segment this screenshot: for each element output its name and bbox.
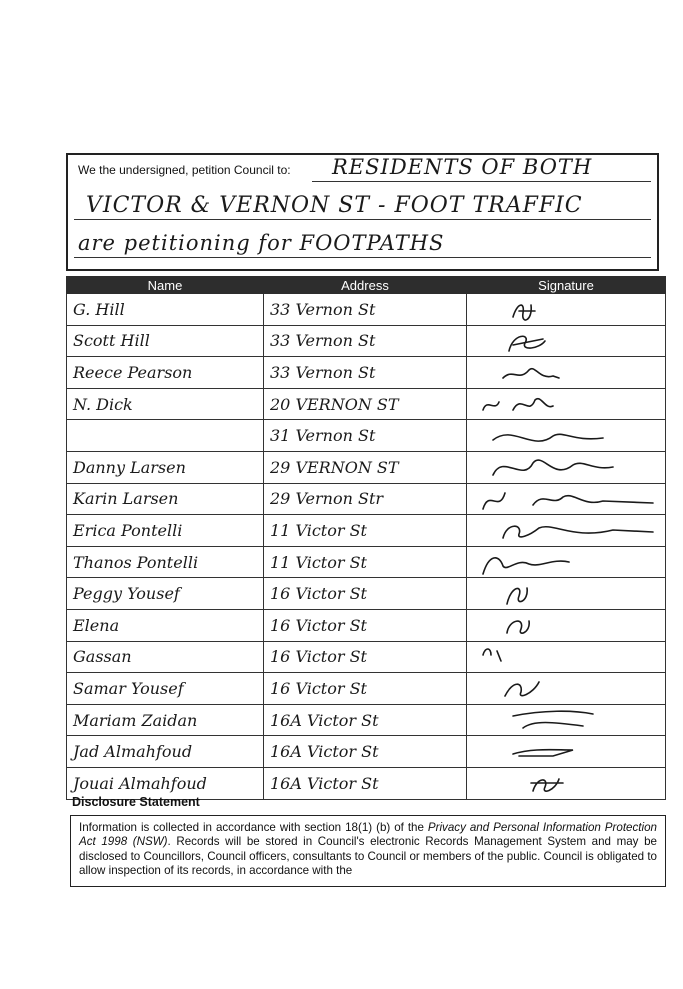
table-row (67, 609, 666, 641)
signer-signature (467, 673, 666, 705)
signature-scribble (473, 295, 659, 323)
signature-scribble (473, 485, 659, 513)
signature-scribble (473, 327, 659, 355)
signature-scribble (473, 516, 659, 544)
signature-scribble (473, 706, 659, 734)
table-row (67, 451, 666, 483)
table-row (67, 515, 666, 547)
signer-address: 16A Victor St (264, 736, 467, 768)
signer-name: Jad Almahfoud (67, 736, 264, 768)
purpose-rule-3 (74, 257, 651, 258)
signer-name: Danny Larsen (67, 451, 264, 483)
signer-signature (467, 515, 666, 547)
signer-signature (467, 736, 666, 768)
signer-signature (467, 388, 666, 420)
signature-rows (67, 294, 666, 800)
signature-scribble (473, 358, 659, 386)
signer-signature (467, 357, 666, 389)
signer-address: 33 Vernon St (264, 357, 467, 389)
signer-name: G. Hill (67, 294, 264, 326)
signer-address: 16 Victor St (264, 609, 467, 641)
signer-signature (467, 609, 666, 641)
signature-scribble (473, 674, 659, 702)
signer-address: 33 Vernon St (264, 325, 467, 357)
table-row (67, 294, 666, 326)
signature-scribble (473, 580, 659, 608)
signature-scribble (473, 738, 659, 766)
signer-address: 16 Victor St (264, 578, 467, 610)
table-row (67, 483, 666, 515)
signer-address: 29 VERNON ST (264, 451, 467, 483)
signer-signature (467, 767, 666, 799)
signer-signature (467, 451, 666, 483)
header-name: Name (67, 277, 264, 294)
signer-address: 16A Victor St (264, 704, 467, 736)
signer-name: Mariam Zaidan (67, 704, 264, 736)
disclosure-text-2: . Records will be stored in Council's electronic Records Management System and may be disclosed to Councillors, Council officers, consultants to Council or members of the public. Council is obligated to allow inspection of its records, in accordance with the (79, 835, 657, 878)
table-row (67, 325, 666, 357)
signer-signature (467, 546, 666, 578)
signer-name: Karin Larsen (67, 483, 264, 515)
petition-box (66, 153, 659, 271)
petition-purpose-line-1: RESIDENTS OF BOTH (332, 155, 593, 179)
signature-scribble (473, 769, 659, 797)
signer-signature (467, 483, 666, 515)
signer-address: 11 Victor St (264, 515, 467, 547)
purpose-rule-1 (312, 181, 651, 182)
signer-name: Peggy Yousef (67, 578, 264, 610)
disclosure-text-1: Information is collected in accordance with section 18(1) (b) of the (79, 821, 428, 834)
signature-scribble (473, 548, 659, 576)
signer-name: Reece Pearson (67, 357, 264, 389)
header-signature: Signature (467, 277, 666, 294)
table-row (67, 704, 666, 736)
header-address: Address (264, 277, 467, 294)
table-row (67, 357, 666, 389)
signature-scribble (473, 643, 659, 671)
signer-name: N. Dick (67, 388, 264, 420)
disclosure-act-name: Privacy and Personal Information Protection Act 1998 (NSW) (79, 821, 657, 849)
signer-address: 16A Victor St (264, 767, 467, 799)
table-row (67, 641, 666, 673)
signer-address: 16 Victor St (264, 641, 467, 673)
table-row (67, 388, 666, 420)
signer-name: Erica Pontelli (67, 515, 264, 547)
signer-name: Thanos Pontelli (67, 546, 264, 578)
signature-scribble (473, 611, 659, 639)
signer-name (67, 420, 264, 452)
petition-purpose-line-2: VICTOR & VERNON ST - FOOT TRAFFIC (86, 193, 583, 218)
signature-scribble (473, 390, 659, 418)
signer-name: Samar Yousef (67, 673, 264, 705)
signer-address: 31 Vernon St (264, 420, 467, 452)
signer-name: Gassan (67, 641, 264, 673)
signer-name: Jouai Almahfoud (67, 767, 264, 799)
signer-address: 16 Victor St (264, 673, 467, 705)
table-header-row (67, 277, 666, 294)
table-row (67, 546, 666, 578)
table-row (67, 420, 666, 452)
signer-address: 33 Vernon St (264, 294, 467, 326)
signer-address: 29 Vernon Str (264, 483, 467, 515)
signer-name: Scott Hill (67, 325, 264, 357)
disclosure-box (70, 815, 666, 887)
table-row (67, 578, 666, 610)
table-row (67, 736, 666, 768)
signer-name: Elena (67, 609, 264, 641)
petition-purpose-line-3: are petitioning for FOOTPATHS (78, 231, 445, 255)
signature-table (66, 276, 666, 800)
signer-signature (467, 704, 666, 736)
signer-signature (467, 578, 666, 610)
signer-signature (467, 294, 666, 326)
table-row (67, 673, 666, 705)
signature-scribble (473, 422, 659, 450)
purpose-rule-2 (74, 219, 651, 220)
signature-scribble (473, 453, 659, 481)
signer-address: 11 Victor St (264, 546, 467, 578)
signer-signature (467, 420, 666, 452)
signer-signature (467, 641, 666, 673)
signer-signature (467, 325, 666, 357)
signer-address: 20 VERNON ST (264, 388, 467, 420)
disclosure-heading: Disclosure Statement (72, 795, 200, 809)
petition-intro: We the undersigned, petition Council to: (78, 163, 291, 177)
